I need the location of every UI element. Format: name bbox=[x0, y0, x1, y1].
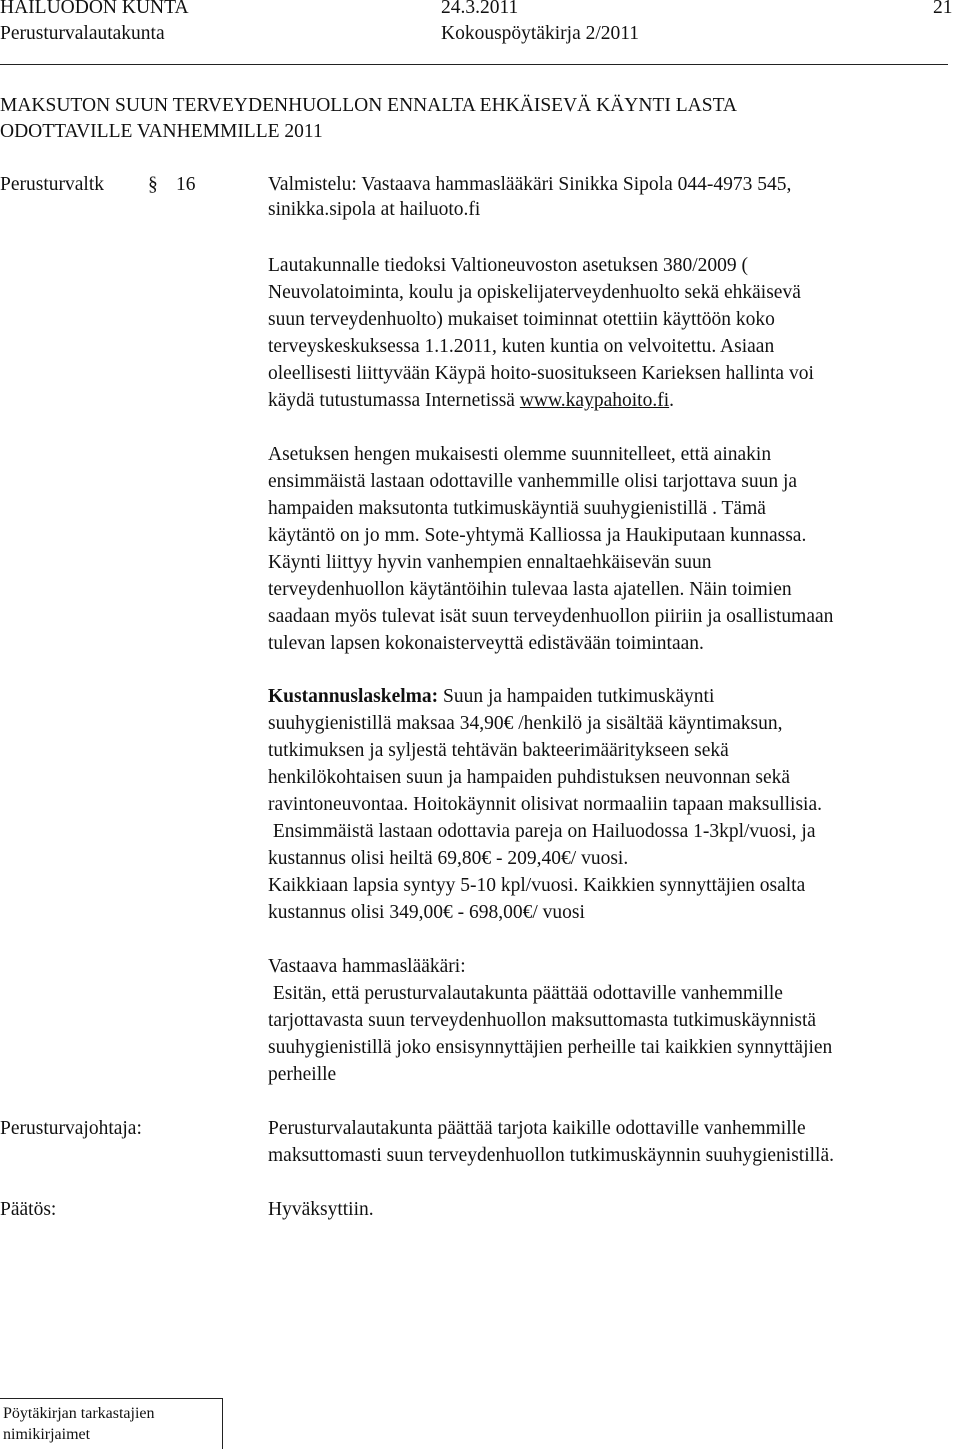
dentist-line: Esitän, että perusturvalautakunta päättää odottaville vanhemmille bbox=[268, 983, 783, 1004]
paragraph-2-line: käytäntö on jo mm. Sote-yhtymä Kalliossa ja Haukiputaan kunnassa. bbox=[268, 525, 807, 546]
item-label: Perusturvaltk bbox=[0, 174, 104, 195]
paragraph-1-text: käydä tutustumassa Internetissä bbox=[268, 390, 520, 411]
kaypahoito-link[interactable]: www.kaypahoito.fi bbox=[519, 390, 670, 411]
paragraph-2-line: hampaiden maksutonta tutkimuskäyntiä suuhygienistillä . Tämä bbox=[268, 498, 766, 519]
paragraph-2-line: terveydenhuollon käytäntöihin tulevaa lasta ajatellen. Näin toimien bbox=[268, 579, 792, 600]
section-title-line-2: ODOTTAVILLE VANHEMMILLE 2011 bbox=[0, 121, 323, 142]
paragraph-1-last-line bbox=[268, 387, 674, 414]
paragraph-1-line: terveyskeskuksessa 1.1.2011, kuten kuntia on velvoitettu. Asiaan bbox=[268, 336, 775, 357]
cost-line: kustannus olisi 349,00€ - 698,00€/ vuosi bbox=[268, 902, 585, 923]
director-label: Perusturvajohtaja: bbox=[0, 1118, 142, 1139]
initials-label-line-1: Pöytäkirjan tarkastajien bbox=[3, 1405, 155, 1422]
decision-text: Hyväksyttiin. bbox=[268, 1199, 374, 1220]
dentist-heading: Vastaava hammaslääkäri: bbox=[268, 956, 466, 977]
decision-label: Päätös: bbox=[0, 1199, 57, 1220]
page-number: 21 bbox=[933, 0, 953, 18]
paragraph-2-line: ensimmäistä lastaan odottaville vanhemmille olisi tarjottava suun ja bbox=[268, 471, 798, 492]
cost-heading: Kustannuslaskelma: bbox=[268, 686, 439, 707]
meeting-date: 24.3.2011 bbox=[441, 0, 519, 18]
paragraph-1-line: Neuvolatoiminta, koulu ja opiskelijaterveydenhuolto sekä ehkäisevä bbox=[268, 282, 801, 303]
cost-line: Ensimmäistä lastaan odottavia pareja on Hailuodossa 1-3kpl/vuosi, ja bbox=[268, 821, 816, 842]
paragraph-1-line: suun terveydenhuolto) mukaiset toiminnat otettiin käyttöön koko bbox=[268, 309, 775, 330]
preparer-email: sinikka.sipola at hailuoto.fi bbox=[268, 199, 481, 220]
dentist-line: perheille bbox=[268, 1064, 337, 1085]
cost-line: ravintoneuvontaa. Hoitokäynnit olisivat normaaliin tapaan maksullisia. bbox=[268, 794, 822, 815]
minutes-title: Kokouspöytäkirja 2/2011 bbox=[441, 23, 640, 44]
dentist-line: suuhygienistillä joko ensisynnyttäjien perheille tai kaikkien synnyttäjien bbox=[268, 1037, 833, 1058]
director-line: maksuttomasti suun terveydenhuollon tutkimuskäynnin suuhygienistillä. bbox=[268, 1145, 834, 1166]
cost-line: Kaikkiaan lapsia syntyy 5-10 kpl/vuosi. Kaikkien synnyttäjien osalta bbox=[268, 875, 806, 896]
municipality-name: HAILUODON KUNTA bbox=[0, 0, 189, 18]
link-punctuation: . bbox=[669, 390, 674, 411]
cost-line: tutkimuksen ja syljestä tehtävän bakteerimääritykseen sekä bbox=[268, 740, 729, 761]
cost-line: henkilökohtaisen suun ja hampaiden puhdistuksen neuvonnan sekä bbox=[268, 767, 791, 788]
header-rule bbox=[0, 64, 948, 65]
director-line: Perusturvalautakunta päättää tarjota kaikille odottaville vanhemmille bbox=[268, 1118, 806, 1139]
paragraph-2-line: Asetuksen hengen mukaisesti olemme suunnitelleet, että ainakin bbox=[268, 444, 772, 465]
paragraph-1-line: Lautakunnalle tiedoksi Valtioneuvoston asetuksen 380/2009 ( bbox=[268, 255, 749, 276]
initials-label-line-2: nimikirjaimet bbox=[3, 1426, 91, 1443]
dentist-line: tarjottavasta suun terveydenhuollon maksuttomasta tutkimuskäynnistä bbox=[268, 1010, 817, 1031]
preparer-line: Valmistelu: Vastaava hammaslääkäri Sinikka Sipola 044-4973 545, bbox=[268, 174, 792, 195]
initials-box bbox=[0, 1398, 223, 1449]
item-number: 16 bbox=[176, 174, 196, 195]
cost-first-line bbox=[268, 683, 714, 710]
cost-line: kustannus olisi heiltä 69,80€ - 209,40€/ vuosi. bbox=[268, 848, 629, 869]
paragraph-2-line: Käynti liittyy hyvin vanhempien ennaltaehkäisevän suun bbox=[268, 552, 712, 573]
paragraph-2-line: tulevan lapsen kokonaisterveyttä edistävään toimintaan. bbox=[268, 633, 704, 654]
cost-first-text: Suun ja hampaiden tutkimuskäynti bbox=[438, 686, 715, 707]
section-sign: § bbox=[148, 174, 158, 195]
paragraph-2-line: saadaan myös tulevat isät suun terveydenhuollon piiriin ja osallistumaan bbox=[268, 606, 834, 627]
cost-line: suuhygienistillä maksaa 34,90€ /henkilö ja sisältää käyntimaksun, bbox=[268, 713, 783, 734]
paragraph-1-line: oleellisesti liittyvään Käypä hoito-suositukseen Karieksen hallinta voi bbox=[268, 363, 814, 384]
section-title-line-1: MAKSUTON SUUN TERVEYDENHUOLLON ENNALTA EHKÄISEVÄ KÄYNTI LASTA bbox=[0, 95, 738, 116]
committee-name: Perusturvalautakunta bbox=[0, 23, 165, 44]
